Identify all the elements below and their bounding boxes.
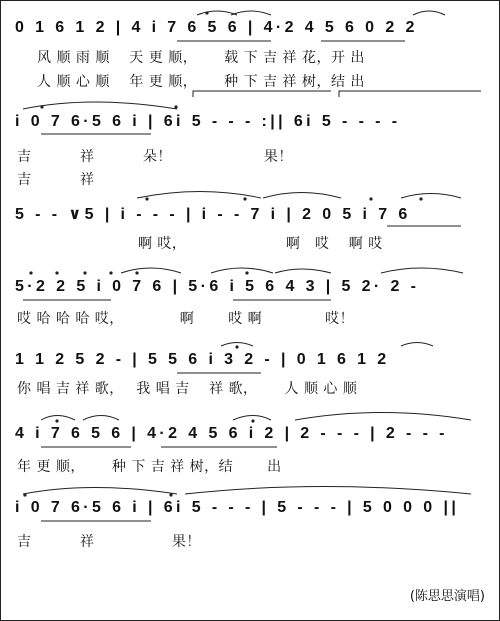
- slur-mark: [275, 269, 331, 273]
- notation-row-5: 1 1 2 5 2 - | 5 5 6 i 3 2 - | 0 1 6 1 2: [15, 351, 390, 368]
- notation-row-2: i 0 7 6·5 6 i | 6i 5 - - - :|| 6i 5 - - - -: [15, 113, 401, 130]
- notation-marks: [1, 1, 500, 621]
- slur-mark: [121, 268, 181, 273]
- lyrics-row-6: 年 更 顺， 种 下 吉 祥 树，结 出: [17, 459, 282, 475]
- lyrics-row-2-verse-2: 吉 祥: [17, 172, 95, 188]
- notation-row-7: i 0 7 6·5 6 i | 6i 5 - - - | 5 - - - | 5 0 0 0 ||: [15, 499, 460, 516]
- slur-mark: [211, 268, 273, 273]
- lyrics-row-5: 你 唱 吉 祥 歌， 我 唱 吉 祥 歌， 人 顺 心 顺: [17, 381, 358, 397]
- notation-row-6: 4 i 7 6 5 6 | 4·2 4 5 6 i 2 | 2 - - - | 2 - - -: [15, 425, 448, 442]
- slur-mark: [197, 11, 237, 15]
- lyrics-row-4: 哎 哈 哈 哈 哎， 啊 哎 啊 哎！: [17, 311, 355, 327]
- slur-mark: [263, 193, 341, 199]
- slur-mark: [83, 416, 119, 421]
- lyrics-row-1-verse-2: 人 顺 心 顺 年 更 顺， 种 下 吉 祥 树，结 出: [37, 74, 365, 90]
- notation-row-3: 5 - - ∨5 | i - - - | i - - 7 i | 2 0 5 i 7 6: [15, 206, 411, 223]
- slur-mark: [401, 343, 433, 347]
- slur-mark: [413, 11, 445, 15]
- notation-row-1: 0 1 6 1 2 | 4 i 7 6 5 6 | 4·2 4 5 6 0 2 2: [15, 19, 418, 36]
- lyrics-row-7: 吉 祥 果！: [17, 534, 201, 550]
- slur-mark: [381, 268, 463, 273]
- slur-mark: [137, 192, 261, 199]
- notation-row-4: 5·2 2 5 i 0 7 6 | 5·6 i 5 6 4 3 | 5 2· 2 -: [15, 278, 420, 295]
- volta-bracket-2: [339, 91, 481, 97]
- slur-mark: [23, 102, 177, 109]
- volta-bracket-1: [193, 91, 331, 97]
- slur-mark: [231, 11, 271, 15]
- lyrics-row-2-verse-1: 吉 祥 朵！ 果！: [17, 149, 293, 165]
- slur-mark: [41, 416, 75, 421]
- slur-mark: [185, 487, 471, 495]
- slur-mark: [401, 194, 461, 199]
- lyrics-row-3: 啊 哎， 啊 哎 啊 哎: [17, 236, 383, 252]
- performer-credit: (陈思思演唱): [409, 589, 485, 604]
- slur-mark: [295, 413, 471, 421]
- slur-mark: [23, 488, 177, 495]
- slur-mark: [233, 416, 271, 421]
- lyrics-row-1-verse-1: 风 顺 雨 顺 天 更 顺， 载 下 吉 祥 花，开 出: [37, 50, 365, 66]
